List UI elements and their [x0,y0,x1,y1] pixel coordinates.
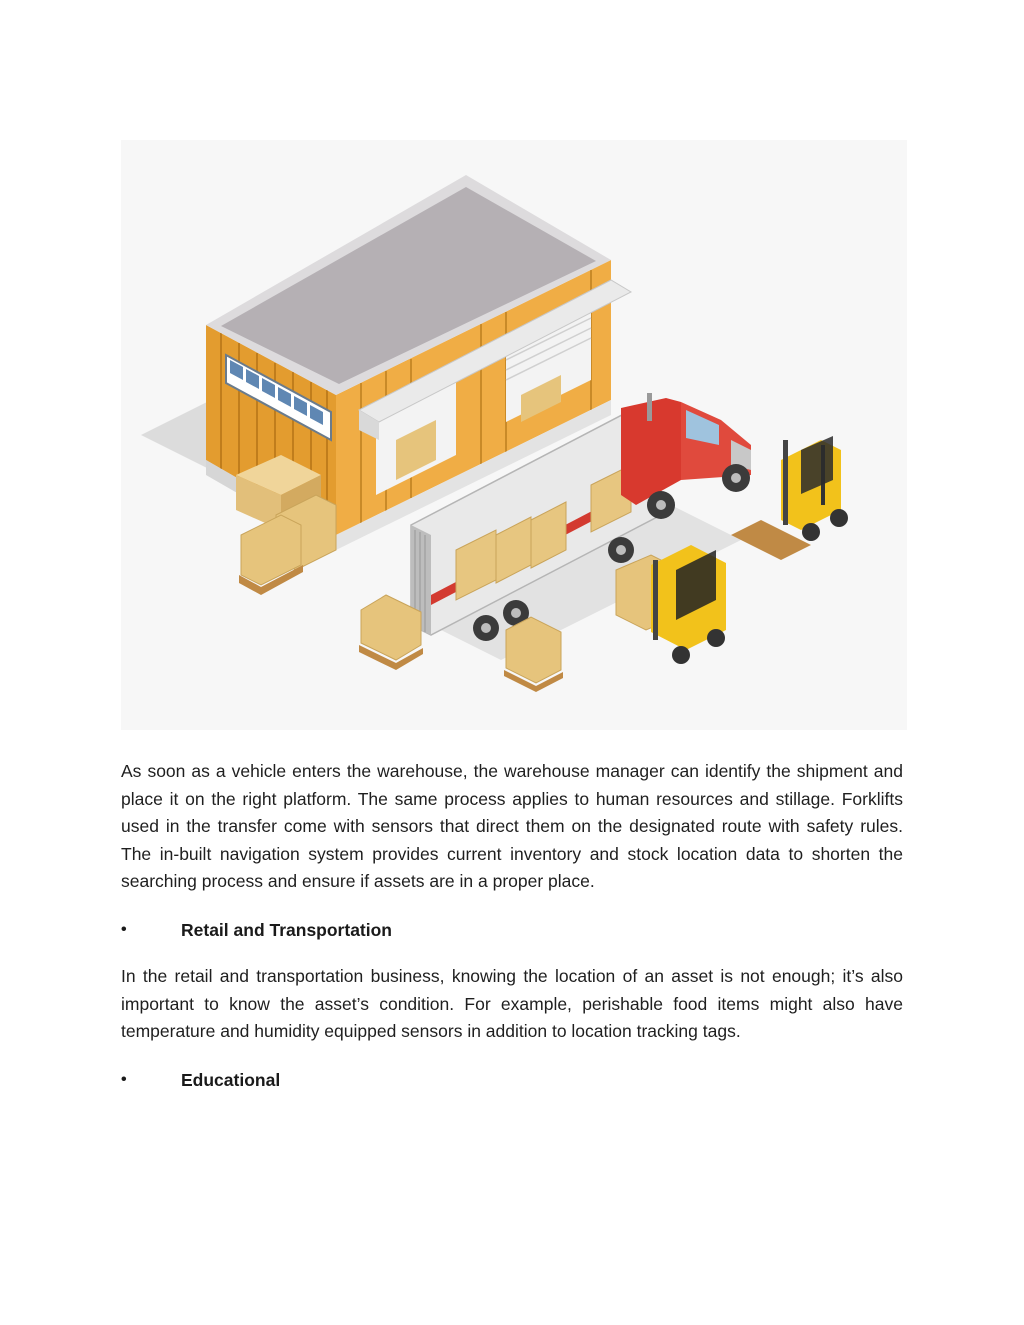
bullet-item-educational [121,1066,903,1094]
bullet-dot: • [121,921,127,938]
warehouse-illustration [121,140,907,730]
bullet-heading-retail-transportation: Retail and Transportation [181,920,392,940]
paragraph-warehouse-navigation: As soon as a vehicle enters the warehouse, the warehouse manager can identify the shipment and place it on the right platform. The same process applies to human resources and stillage. Forklifts used in the transfer come with sensors that direct them on the designated route with safety rules. The in-built navigation system provides current inventory and stock location data to shorten the searching process and ensure if assets are in a proper place. [121,761,903,892]
paragraph-retail-transportation: In the retail and transportation business, knowing the location of an asset is not enough; it’s also important to know the asset’s condition. For example, perishable food items might also have temperature and humidity equipped sensors in addition to location tracking tags. [121,966,903,1042]
bullet-item-retail-transportation [121,916,903,944]
forklift-front [616,545,726,664]
bullet-dot: • [121,1071,127,1088]
warehouse-illustration-svg [121,140,907,730]
bullet-heading-educational: Educational [181,1070,281,1090]
